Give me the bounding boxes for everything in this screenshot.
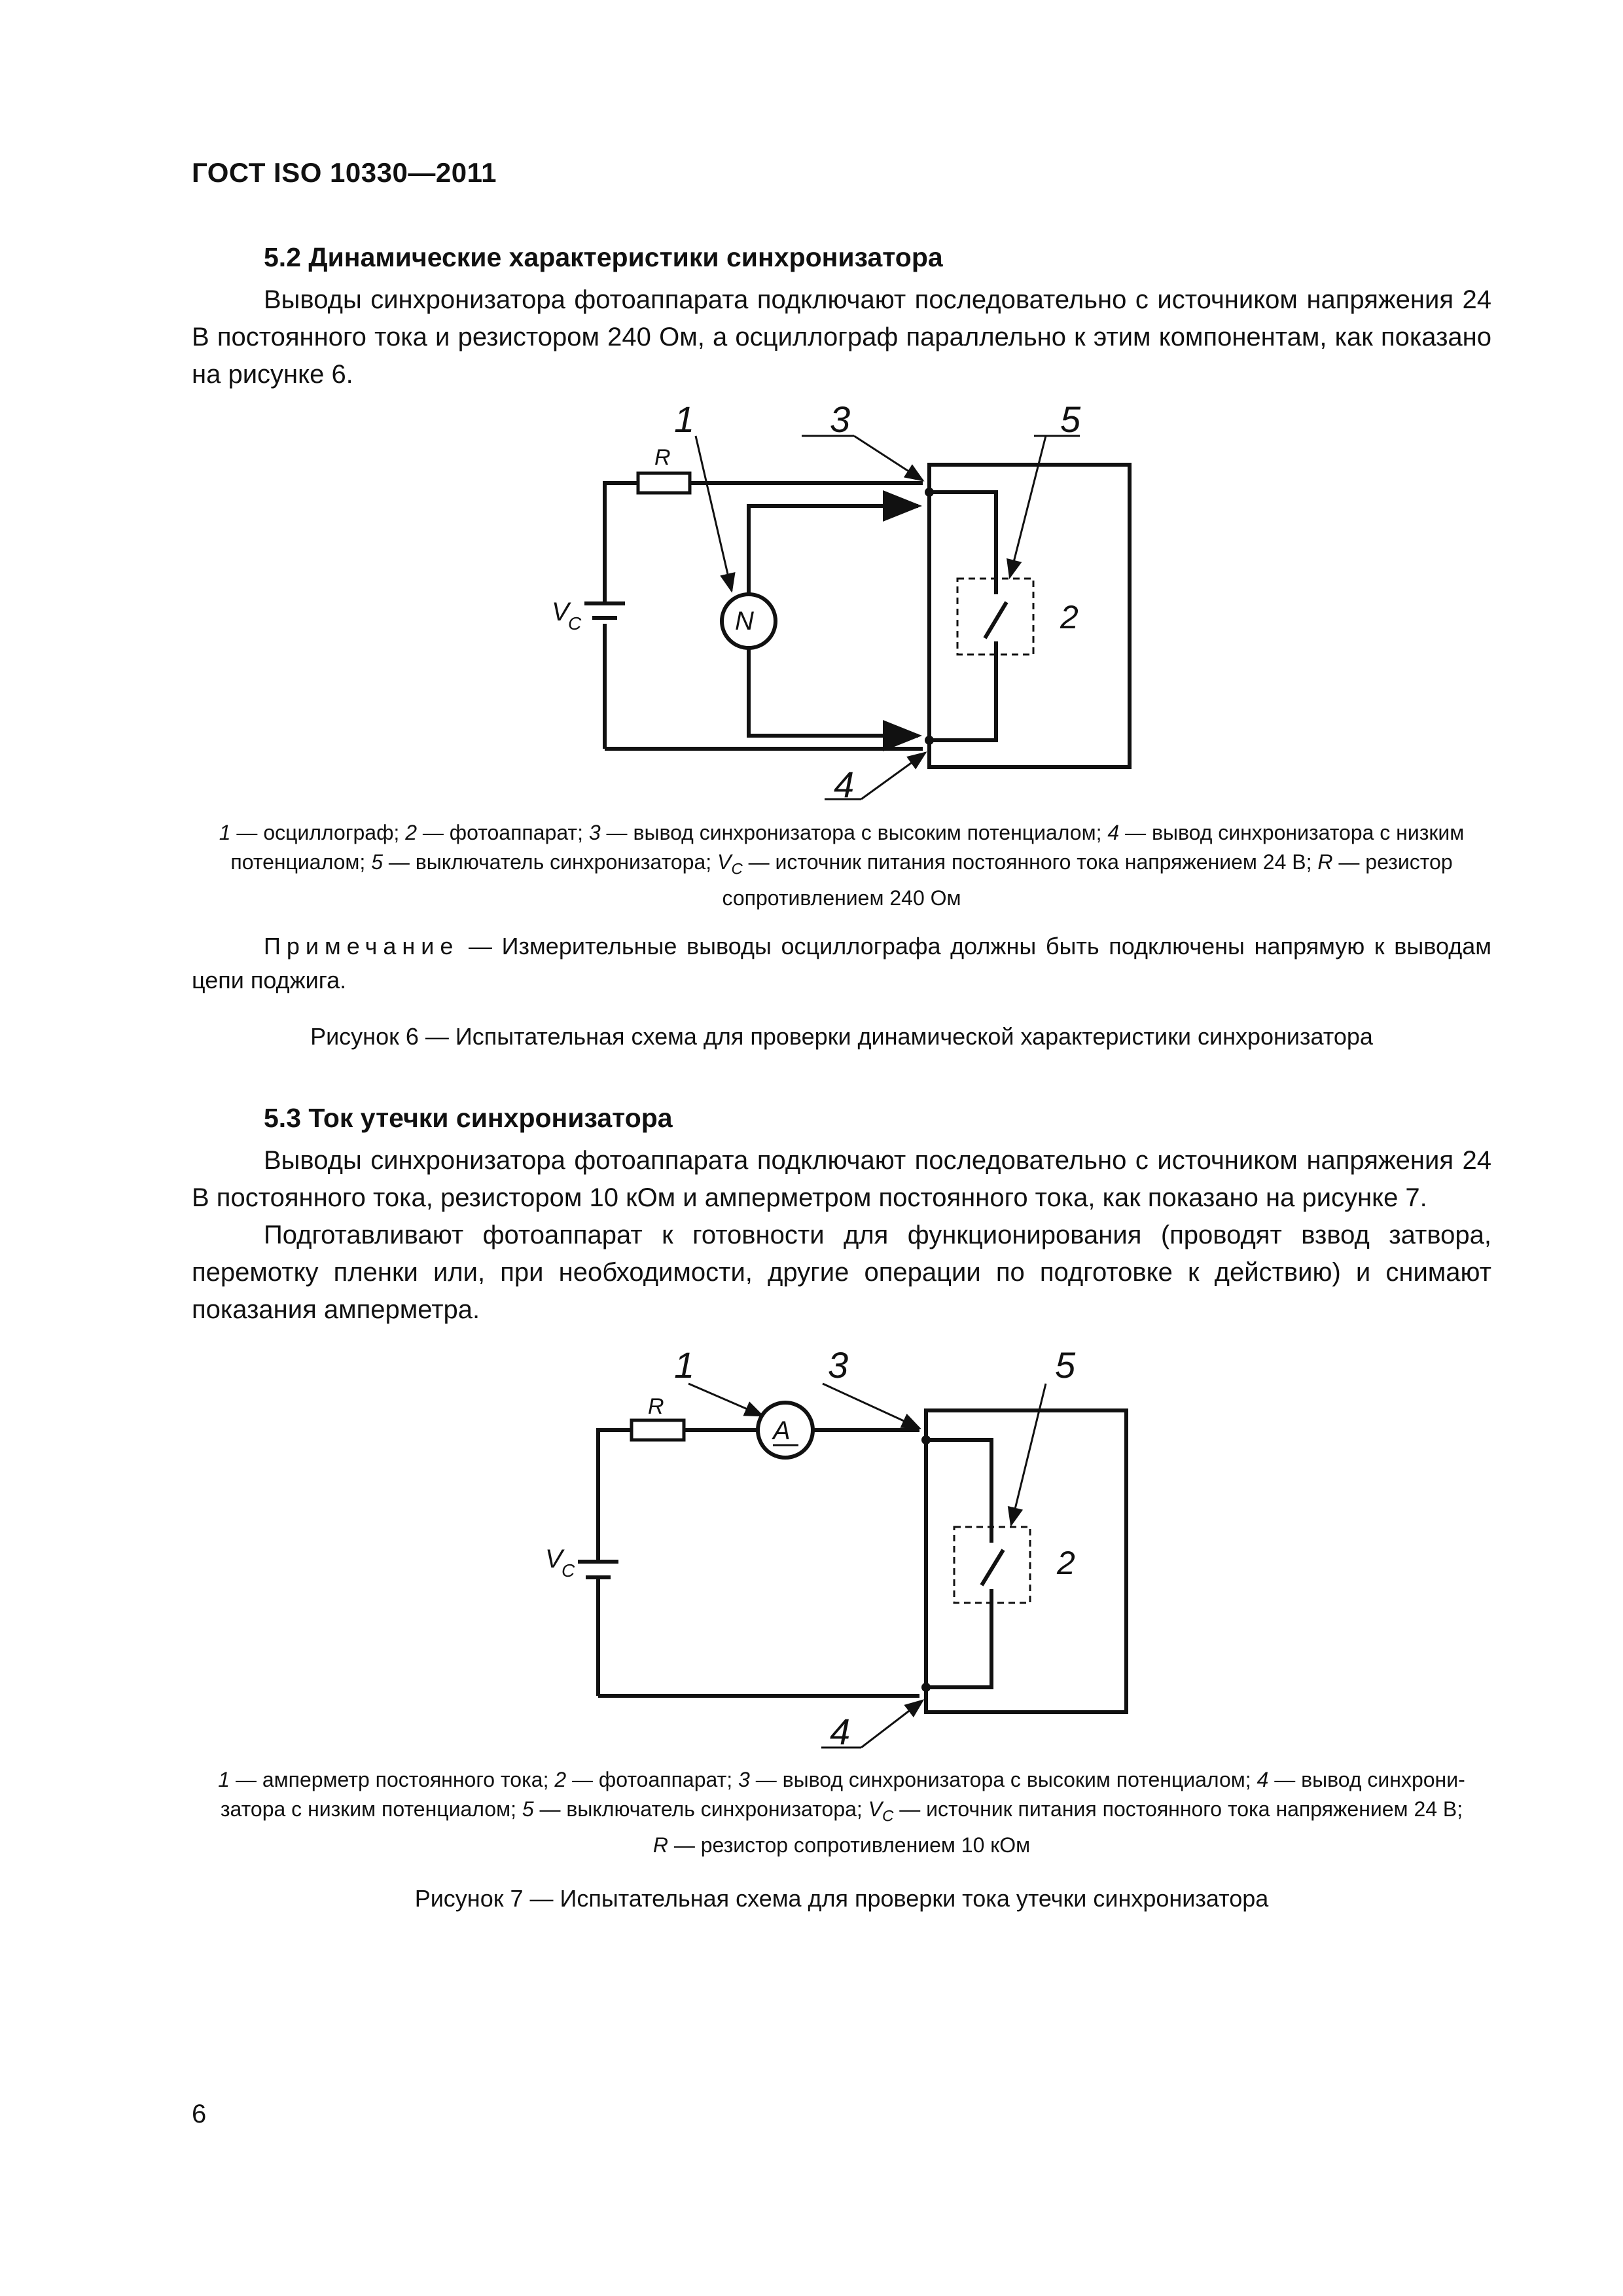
fig7-legend-line-3: R — резистор сопротивлением 10 кОм (652, 1833, 1031, 1857)
fig6-label-1: 1 (674, 399, 695, 440)
fig6-label-3: 3 (830, 399, 851, 440)
fig6-label-5: 5 (1060, 399, 1081, 440)
resistor-r-7 (632, 1420, 684, 1440)
leader-1-7 (688, 1384, 762, 1416)
fig7-label-3: 3 (828, 1344, 849, 1386)
leader-3-7 (823, 1384, 919, 1428)
fig7-legend-line-2: затора с низким потенциалом; 5 — выключатель синхронизатора; $V_C$ — источник питания постоянного тока напряжением 24 В; (220, 1797, 1463, 1825)
figure-7-legend (192, 1765, 1491, 1860)
fig7-label-5: 5 (1055, 1344, 1076, 1386)
fig7-meter-label: A (773, 1416, 791, 1445)
fig6-label-2: 2 (1060, 599, 1079, 636)
junction-low-7 (921, 1683, 931, 1692)
switch-contact-7 (982, 1550, 1003, 1585)
page-number: 6 (192, 2100, 207, 2128)
fig6-label-4: 4 (834, 764, 855, 805)
fig7-label-1: 1 (674, 1344, 695, 1386)
fig7-resistor-label: R (648, 1394, 664, 1419)
leader-4-7 (861, 1700, 923, 1748)
fig7-label-2: 2 (1057, 1545, 1075, 1581)
document-header: ГОСТ ISO 10330—2011 (192, 157, 497, 188)
note-label: Примечание (264, 933, 459, 960)
section-5-3-title: 5.3 Ток утечки синхронизатора (264, 1103, 673, 1133)
figure-7-caption: Рисунок 7 — Испытательная схема для проверки тока утечки синхронизатора (414, 1885, 1269, 1912)
leader-5-7 (1011, 1384, 1046, 1525)
wire-top-left-7 (598, 1430, 632, 1562)
section-5-2-paragraph: Выводы синхронизатора фотоаппарата подключают последовательно с источником напряжения 24 В постоянного тока и резистором 240 Ом, а осциллограф параллельно к этим компонентам, как показано на рисунке 6. (192, 285, 1491, 389)
fig6-legend-line-3: сопротивлением 240 Ом (722, 886, 961, 910)
fig7-source-label: V (545, 1545, 563, 1573)
section-5-2-title: 5.2 Динамические характеристики синхронизатора (264, 242, 943, 272)
fig7-source-subscript: C (562, 1560, 575, 1581)
fig6-source-label: V (552, 598, 569, 626)
note-text: — Измерительные выводы осциллографа должны быть подключены напрямую к выводам цепи поджига. (192, 933, 1491, 994)
section-5-3-paragraph-1: Выводы синхронизатора фотоаппарата подключают последовательно с источником напряжения 24 В постоянного тока, резистором 10 кОм и амперметром постоянного тока, как показано на рисунке 7. (192, 1146, 1491, 1212)
fig6-legend-line-2: потенциалом; 5 — выключатель синхронизатора; $V_C$ — источник питания постоянного тока напряжением 24 В; R — резистор (230, 850, 1453, 878)
fig6-source-subscript: C (568, 613, 582, 634)
figure-6-caption: Рисунок 6 — Испытательная схема для проверки динамической характеристики синхронизатора (310, 1023, 1373, 1050)
camera-box-7 (926, 1410, 1126, 1712)
section-5-3-paragraph-2: Подготавливают фотоаппарат к готовности для функционирования (проводят взвод затвора, перемотку пленки или, при необходимости, другие операции по подготовке к действию) и снимают показания амперметра. (192, 1221, 1491, 1324)
junction-high-7 (921, 1435, 931, 1444)
fig7-label-4: 4 (830, 1711, 851, 1752)
fig6-meter-label: N (735, 607, 754, 636)
fig6-resistor-label: R (654, 445, 671, 470)
fig7-legend-line-1: 1 — амперметр постоянного тока; 2 — фотоаппарат; 3 — вывод синхронизатора с высоким потенциалом; 4 — вывод синхрони- (218, 1768, 1465, 1791)
fig6-legend-line-1: 1 — осциллограф; 2 — фотоаппарат; 3 — вывод синхронизатора с высоким потенциалом; 4 — вывод синхронизатора с низким (219, 821, 1465, 844)
